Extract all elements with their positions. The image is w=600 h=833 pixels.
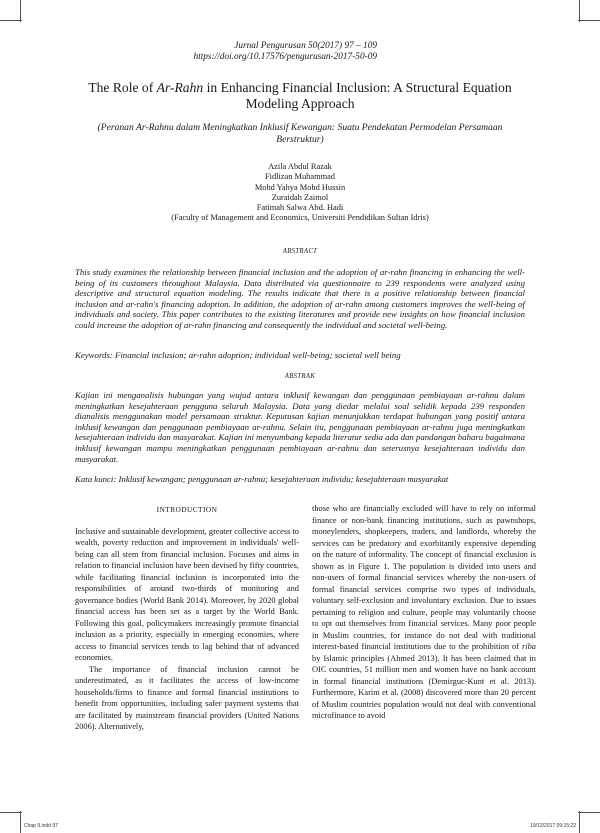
- right-text-part2: by Islamic principles (Ahmed 2013). It has been claimed that in OIC countries, 51 million men and women have no bank account in formal financial institutions (Demirguc-Kunt et al. 2013). Furthermore, Karim et al. (2008) discovered more than 20 percent of Muslim countries population would not deal with conventional microfinance to avoid: [312, 653, 536, 720]
- crop-mark-top-left-h: [0, 20, 22, 21]
- intro-paragraph-3: [312, 503, 536, 722]
- authors-block: [80, 162, 520, 224]
- journal-info: [193, 41, 377, 63]
- author-name: Azila Abdul Razak: [268, 162, 332, 171]
- title-italic: Ar-Rahn: [156, 80, 204, 95]
- crop-mark-bottom-right-h: [578, 812, 600, 813]
- crop-mark-bottom-left-v: [20, 811, 21, 833]
- author-name: Zuraidah Zaimol: [271, 192, 329, 202]
- abstract-keywords: Keywords: Financial inclusion; ar-rahn adoption; individual well-being; societal well being: [75, 350, 401, 360]
- paper-subtitle: (Peranan Ar-Rahnu dalam Meningkatkan Inklusif Kewangan: Suatu Pendekatan Permodelan Persamaan Berstruktur): [97, 122, 503, 145]
- title-part1: The Role of: [88, 80, 157, 95]
- crop-mark-top-right-v: [579, 0, 580, 22]
- author-name: Fatimah Salwa Abd. Hadi: [256, 203, 344, 213]
- abstrak-keywords: Kata kunci: Inklusif kewangan; penggunaan ar-rahnu; kesejahteraan individu; kesejahteraan masyarakat: [75, 474, 449, 484]
- right-text-riba: riba: [522, 642, 536, 651]
- right-text-part1: those who are financially excluded will have to rely on informal finance or non-bank financing institutions, such as pawnshops, moneylenders, shopkeepers, traders, and landlords, whereby the services can be predatory and exorbitantly expensive depending on the nature of informality. The concept of financial exclusion is shown as in Figure 1. The population is divided into users and non-users of formal financial services whereby the non-users of formal financial services comprise two types of individuals, voluntary self-exclusion and involuntary exclusion. Due to issues pertaining to religion and culture, people may voluntarily choose to opt out themselves from financial services. Many poor people in Muslim countries, for instance do not deal with traditional interest-based financial institutions due to the prohibition of: [312, 504, 536, 651]
- journal-doi[interactable]: https://doi.org/10.17576/pengurusan-2017-50-09: [193, 52, 377, 62]
- crop-mark-top-left-v: [20, 0, 21, 22]
- journal-citation: Jurnal Pengurusan 50(2017) 97 – 109: [234, 41, 377, 51]
- footer-timestamp: 19/12/2017 09:15:22: [530, 823, 576, 829]
- author-name: Fidlizan Muhammad: [264, 172, 335, 182]
- footer-file-slug: Chap 9.indd 97: [24, 823, 58, 829]
- abstrak-heading: ABSTRAK: [284, 373, 316, 380]
- abstract-text: This study examines the relationship between financial inclusion and the adoption of ar-rahn financing in enhancing the well-being of its customers throughout Malaysia. Data distributed via questionnaire to 239 respondents were analyzed using descriptive and structural equation modeling. The results indicate that there is a positive relationship between financial inclusion and ar-rahn's financing adoption. In addition, the adoption of ar-rahn among customers improves the well-being of individuals and society. This paper contributes to the existing literatures and provide new insights on how financial inclusion could increase the adoption of ar-rahn financing and consequently the individual and societal well-being.: [75, 267, 525, 330]
- title-part2: in Enhancing Financial Inclusion: A Structural Equation Modeling Approach: [203, 80, 512, 111]
- introduction-heading: INTRODUCTION: [156, 505, 218, 514]
- left-column: [75, 504, 299, 733]
- crop-mark-top-right-h: [578, 20, 600, 21]
- intro-paragraph-1: Inclusive and sustainable development, greater collective access to wealth, poverty reduction and improvement in individuals' well-being can all stem from financial inclusion. Focuses and aims in relation to financial inclusion have been devised by fifty countries, while facilitating financial inclusion is incorporated into the responsibilities of around two-thirds of monitoring and governance bodies (World Bank 2014). Moreover, by 2020 global financial access has been set as a target by the World Bank. Following this goal, policymakers increasingly promote financial inclusion as a priority, especially in emerging economies, where access to financial services tends to lag behind that of advanced economies.: [75, 526, 299, 662]
- right-column: [312, 503, 536, 722]
- intro-paragraph-2: The importance of financial inclusion cannot be underestimated, as it facilitates the access of low-income households/firms to finance and formal financial institutions to benefit from opportunities, including safer payment systems that are facilitated by mainstream financial providers (United Nations 2006). Alternatively,: [75, 664, 299, 731]
- author-name: Mohd Yahya Mohd Hussin: [254, 182, 346, 192]
- crop-mark-bottom-right-v: [579, 811, 580, 833]
- abstract-heading: ABSTRACT: [282, 248, 318, 255]
- crop-mark-bottom-left-h: [0, 812, 22, 813]
- paper-title: [75, 80, 525, 112]
- abstrak-text: Kajian ini menganalisis hubungan yang wujud antara inklusif kewangan dan penggunaan pembiayaan ar-rahnu dalam meningkatkan kesejahteraan pengguna seluruh Malaysia. Data yang diedar melalui soal selidik kepada 239 responden dianalisis menggunakan model persamaan struktur. Keputusan kajian menunjukkan terdapat hubungan yang positif antara inklusif kewangan dan penggunaan pembiayaan ar-rahnu. Selain itu, penggunaan pembiayaan ar-rahnu juga meningkatkan kesejahteraan individu dan masyarakat. Kajian ini menyumbang kepada literatur sedia ada dan pandangan baharu bagaimana inklusif kewangan mampu meningkatkan penggunaan pembiayaan ar-rahnu dan seterusnya kesejahteraan individu dan masyarakat.: [75, 390, 525, 464]
- affiliation: (Faculty of Management and Economics, Universiti Pendidikan Sultan Idris): [171, 213, 429, 223]
